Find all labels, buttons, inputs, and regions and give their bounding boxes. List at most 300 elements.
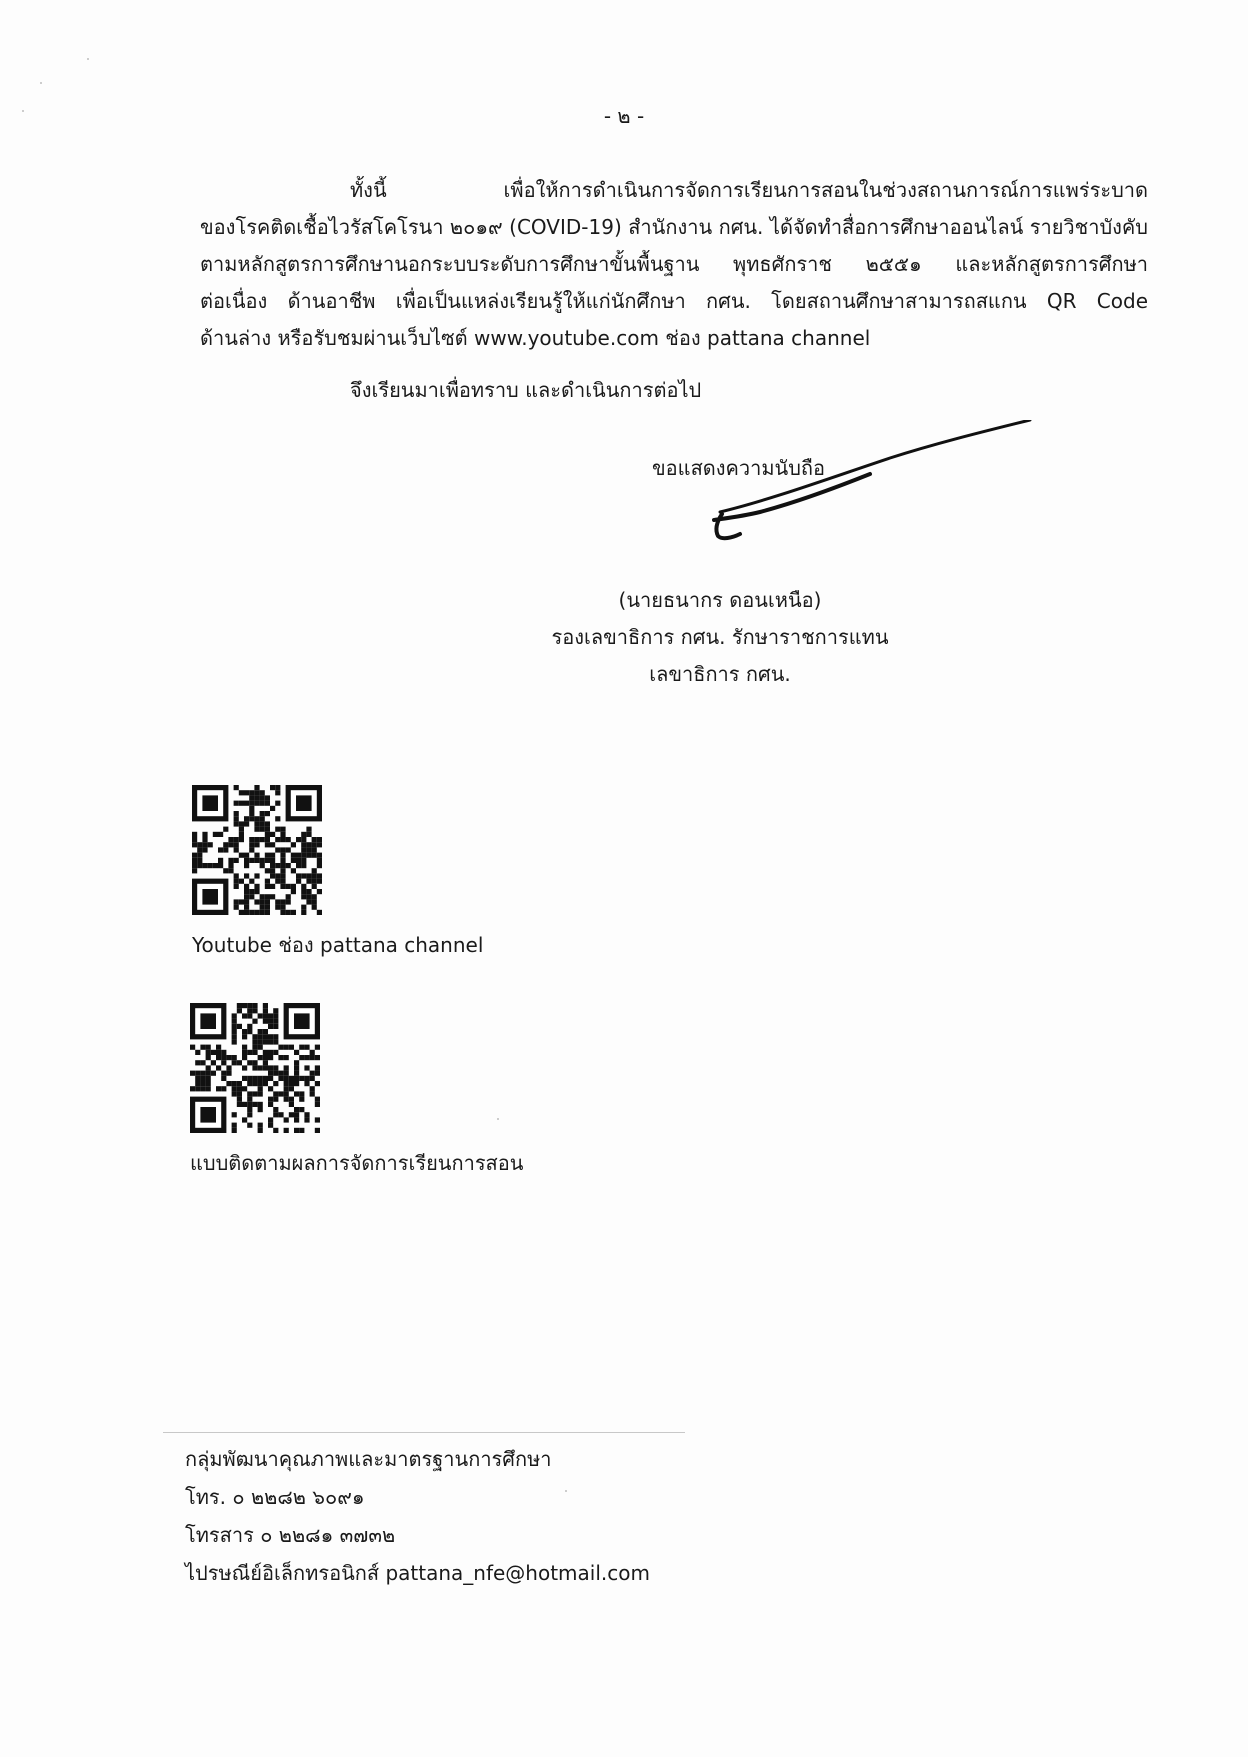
qr-module	[206, 1071, 211, 1076]
qr-module	[226, 1055, 231, 1060]
qr-module	[232, 1091, 237, 1096]
qr-module	[289, 1086, 294, 1091]
qr-module	[249, 889, 254, 894]
qr-module	[218, 863, 223, 868]
qr-module	[247, 1123, 252, 1128]
qr-module	[232, 1112, 237, 1117]
qr-module	[284, 1117, 289, 1122]
qr-caption: แบบติดตามผลการจัดการเรียนการสอน	[190, 1151, 524, 1175]
qr-module	[280, 858, 285, 863]
qr-module	[254, 842, 259, 847]
qr-module	[244, 853, 249, 858]
qr-module	[190, 1071, 195, 1076]
qr-module	[306, 847, 311, 852]
qr-module	[306, 827, 311, 832]
qr-finder-inner	[200, 1107, 216, 1123]
qr-module	[260, 899, 265, 904]
contact-fax: โทรสาร ๐ ๒๒๘๑ ๓๗๓๒	[185, 1523, 396, 1547]
qr-module	[304, 1112, 309, 1117]
qr-module	[239, 832, 244, 837]
qr-module	[268, 1050, 273, 1055]
qr-module	[317, 858, 322, 863]
qr-module	[270, 853, 275, 858]
qr-module	[294, 1050, 299, 1055]
qr-module	[200, 1060, 205, 1065]
qr-module	[278, 1091, 283, 1096]
qr-module	[228, 837, 233, 842]
qr-module	[200, 1071, 205, 1076]
qr-module	[223, 842, 228, 847]
qr-module	[234, 858, 239, 863]
qr-module	[237, 1091, 242, 1096]
qr-module	[263, 1019, 268, 1024]
qr-module	[265, 899, 270, 904]
qr-module	[247, 1076, 252, 1081]
qr-module	[268, 1086, 273, 1091]
qr-module	[273, 1107, 278, 1112]
qr-module	[258, 1123, 263, 1128]
qr-module	[223, 847, 228, 852]
qr-module	[315, 1055, 320, 1060]
qr-module	[312, 894, 317, 899]
qr-module	[284, 1045, 289, 1050]
qr-module	[239, 837, 244, 842]
qr-module	[252, 1102, 257, 1107]
qr-module	[263, 1003, 268, 1008]
qr-module	[268, 1071, 273, 1076]
qr-module	[280, 853, 285, 858]
qr-module	[294, 1081, 299, 1086]
qr-module	[310, 1076, 315, 1081]
qr-module	[312, 847, 317, 852]
qr-module	[263, 1076, 268, 1081]
qr-module	[237, 1003, 242, 1008]
qr-module	[208, 863, 213, 868]
qr-module	[301, 873, 306, 878]
qr-module	[232, 1024, 237, 1029]
qr-module	[234, 899, 239, 904]
qr-module	[315, 1128, 320, 1133]
qr-module	[301, 889, 306, 894]
qr-module	[239, 801, 244, 806]
qr-module	[232, 1060, 237, 1065]
qr-module	[273, 1091, 278, 1096]
qr-module	[278, 1112, 283, 1117]
qr-module	[234, 842, 239, 847]
qr-module	[192, 858, 197, 863]
qr-module	[234, 785, 239, 790]
qr-module	[249, 795, 254, 800]
qr-module	[260, 790, 265, 795]
qr-module	[312, 884, 317, 889]
qr-module	[286, 894, 291, 899]
qr-module	[317, 837, 322, 842]
qr-module	[242, 1055, 247, 1060]
qr-module	[234, 873, 239, 878]
qr-module	[286, 863, 291, 868]
qr-module	[239, 853, 244, 858]
qr-module	[249, 837, 254, 842]
qr-module	[232, 1019, 237, 1024]
qr-module	[252, 1065, 257, 1070]
qr-module	[312, 842, 317, 847]
qr-module	[232, 1013, 237, 1018]
qr-module	[273, 1008, 278, 1013]
qr-module	[247, 1097, 252, 1102]
qr-code-image[interactable]	[192, 785, 322, 915]
qr-module	[268, 1076, 273, 1081]
qr-module	[280, 827, 285, 832]
qr-module	[249, 858, 254, 863]
qr-module	[202, 842, 207, 847]
qr-module	[228, 858, 233, 863]
qr-module	[254, 821, 259, 826]
qr-module	[280, 847, 285, 852]
qr-module	[312, 873, 317, 878]
footer-divider	[163, 1432, 685, 1433]
qr-module	[296, 858, 301, 863]
qr-module	[299, 1076, 304, 1081]
qr-module	[239, 827, 244, 832]
qr-module	[232, 1123, 237, 1128]
qr-module	[200, 1081, 205, 1086]
qr-module	[275, 899, 280, 904]
qr-module	[265, 905, 270, 910]
qr-module	[221, 1076, 226, 1081]
qr-module	[299, 1045, 304, 1050]
qr-module	[273, 1065, 278, 1070]
qr-module	[275, 847, 280, 852]
qr-module	[252, 1060, 257, 1065]
qr-module	[268, 1055, 273, 1060]
qr-module	[254, 837, 259, 842]
qr-module	[197, 863, 202, 868]
qr-module	[216, 1045, 221, 1050]
qr-finder-inner	[294, 1013, 310, 1029]
qr-module	[239, 879, 244, 884]
qr-module	[299, 1055, 304, 1060]
qr-module	[270, 858, 275, 863]
qr-module	[244, 821, 249, 826]
qr-finder-inner	[296, 795, 312, 811]
qr-module	[202, 847, 207, 852]
qr-module	[258, 1076, 263, 1081]
qr-module	[268, 1013, 273, 1018]
qr-module	[273, 1039, 278, 1044]
qr-module	[192, 863, 197, 868]
qr-module	[306, 889, 311, 894]
qr-module	[252, 1034, 257, 1039]
qr-module	[306, 842, 311, 847]
qr-module	[315, 1065, 320, 1070]
qr-module	[258, 1107, 263, 1112]
qr-module	[306, 879, 311, 884]
qr-module	[306, 853, 311, 858]
qr-module	[249, 811, 254, 816]
qr-module	[242, 1102, 247, 1107]
qr-module	[213, 863, 218, 868]
qr-module	[216, 1055, 221, 1060]
qr-module	[315, 1045, 320, 1050]
qr-module	[280, 905, 285, 910]
qr-module	[254, 884, 259, 889]
qr-module	[280, 873, 285, 878]
contact-block	[185, 1440, 650, 1592]
qr-module	[270, 785, 275, 790]
qr-module	[315, 1117, 320, 1122]
qr-module	[310, 1086, 315, 1091]
signer-name: (นายธนากร ดอนเหนือ)	[618, 588, 822, 612]
qr-module	[304, 1081, 309, 1086]
qr-module	[260, 816, 265, 821]
qr-module	[317, 863, 322, 868]
qr-module	[289, 1097, 294, 1102]
qr-module	[202, 832, 207, 837]
qr-module	[258, 1055, 263, 1060]
qr-module	[252, 1076, 257, 1081]
qr-module	[258, 1102, 263, 1107]
qr-module	[294, 1071, 299, 1076]
contact-email: ไปรษณีย์อิเล็กทรอนิกส์ pattana_nfe@hotmail.com	[185, 1561, 650, 1585]
qr-module	[192, 837, 197, 842]
body-line: ต่อเนื่อง ด้านอาชีพ เพื่อเป็นแหล่งเรียนรู้ให้แก่นักศึกษา กศน. โดยสถานศึกษาสามารถสแกน QR Code	[200, 289, 1148, 313]
qr-finder-inner	[202, 889, 218, 905]
qr-module	[239, 899, 244, 904]
qr-module	[249, 816, 254, 821]
qr-module	[234, 816, 239, 821]
qr-module	[275, 863, 280, 868]
qr-module	[301, 832, 306, 837]
signer-position: รองเลขาธิการ กศน. รักษาราชการแทน	[551, 625, 889, 649]
qr-module	[304, 1065, 309, 1070]
qr-module	[206, 1050, 211, 1055]
qr-module	[252, 1045, 257, 1050]
qr-module	[265, 884, 270, 889]
qr-module	[247, 1029, 252, 1034]
qr-module	[291, 868, 296, 873]
signature-mark	[700, 420, 1040, 550]
qr-module	[252, 1019, 257, 1024]
qr-module	[195, 1050, 200, 1055]
qr-module	[247, 1060, 252, 1065]
qr-module	[244, 863, 249, 868]
qr-module	[254, 873, 259, 878]
qr-module	[317, 873, 322, 878]
qr-module	[296, 879, 301, 884]
qr-module	[202, 837, 207, 842]
qr-module	[294, 1065, 299, 1070]
qr-module	[202, 863, 207, 868]
qr-module	[310, 1091, 315, 1096]
qr-module	[284, 1055, 289, 1060]
qr-module	[317, 889, 322, 894]
qr-module	[294, 1060, 299, 1065]
qr-module	[275, 837, 280, 842]
qr-module	[268, 1065, 273, 1070]
qr-module	[237, 1097, 242, 1102]
qr-module	[252, 1091, 257, 1096]
qr-module	[284, 1065, 289, 1070]
qr-module	[265, 853, 270, 858]
qr-module	[263, 1039, 268, 1044]
qr-module	[228, 842, 233, 847]
qr-module	[286, 910, 291, 915]
qr-module	[296, 837, 301, 842]
qr-module	[286, 899, 291, 904]
qr-module	[294, 1128, 299, 1133]
qr-module	[197, 842, 202, 847]
body-line: ด้านล่าง หรือรับชมผ่านเว็บไซต์ www.youtube.com ช่อง pattana channel	[200, 326, 871, 350]
qr-module	[275, 816, 280, 821]
qr-module	[273, 1024, 278, 1029]
qr-module	[239, 910, 244, 915]
qr-code-youtube[interactable]	[192, 785, 483, 961]
qr-module	[268, 1097, 273, 1102]
qr-module	[280, 879, 285, 884]
qr-module	[242, 1013, 247, 1018]
qr-module	[254, 827, 259, 832]
qr-module	[273, 1013, 278, 1018]
qr-module	[195, 1071, 200, 1076]
qr-module	[206, 1081, 211, 1086]
qr-module	[249, 879, 254, 884]
qr-module	[221, 1060, 226, 1065]
qr-code-followup-form[interactable]	[190, 1003, 523, 1179]
qr-module	[234, 821, 239, 826]
qr-module	[237, 1086, 242, 1091]
qr-module	[244, 910, 249, 915]
qr-module	[192, 832, 197, 837]
salutation: ขอแสดงความนับถือ	[652, 456, 826, 480]
qr-module	[254, 899, 259, 904]
qr-module	[221, 1055, 226, 1060]
qr-module	[278, 1076, 283, 1081]
qr-module	[190, 1086, 195, 1091]
qr-module	[294, 1112, 299, 1117]
qr-module	[216, 1050, 221, 1055]
qr-module	[254, 858, 259, 863]
qr-code-image[interactable]	[190, 1003, 320, 1133]
qr-module	[216, 1065, 221, 1070]
qr-module	[263, 1008, 268, 1013]
qr-module	[270, 832, 275, 837]
qr-module	[301, 842, 306, 847]
qr-module	[211, 1060, 216, 1065]
qr-module	[208, 842, 213, 847]
qr-module	[265, 795, 270, 800]
qr-module	[289, 1102, 294, 1107]
qr-module	[260, 905, 265, 910]
qr-module	[244, 889, 249, 894]
qr-module	[270, 806, 275, 811]
qr-module	[258, 1091, 263, 1096]
qr-module	[192, 853, 197, 858]
qr-module	[195, 1086, 200, 1091]
qr-module	[310, 1071, 315, 1076]
qr-module	[242, 1050, 247, 1055]
qr-module	[270, 884, 275, 889]
qr-module	[263, 1029, 268, 1034]
qr-module	[232, 1081, 237, 1086]
qr-module	[296, 853, 301, 858]
qr-module	[280, 837, 285, 842]
qr-module	[252, 1008, 257, 1013]
qr-module	[244, 905, 249, 910]
qr-module	[301, 894, 306, 899]
qr-module	[294, 1107, 299, 1112]
qr-module	[234, 879, 239, 884]
qr-module	[254, 853, 259, 858]
qr-module	[200, 1076, 205, 1081]
qr-module	[213, 832, 218, 837]
qr-module	[197, 847, 202, 852]
qr-module	[270, 873, 275, 878]
qr-module	[304, 1055, 309, 1060]
qr-module	[244, 884, 249, 889]
qr-module	[268, 1019, 273, 1024]
qr-module	[258, 1034, 263, 1039]
body-line: ของโรคติดเชื้อไวรัสโคโรนา ๒๐๑๙ (COVID-19) สำนักงาน กศน. ได้จัดทำสื่อการศึกษาออนไลน์ รายวิชาบังคับ	[200, 215, 1148, 239]
qr-module	[247, 1013, 252, 1018]
qr-module	[289, 1045, 294, 1050]
qr-module	[265, 910, 270, 915]
qr-module	[234, 837, 239, 842]
qr-module	[265, 868, 270, 873]
qr-module	[228, 868, 233, 873]
qr-module	[226, 1071, 231, 1076]
qr-module	[275, 827, 280, 832]
qr-module	[242, 1034, 247, 1039]
qr-module	[244, 816, 249, 821]
qr-module	[247, 1003, 252, 1008]
page-number: - ๒ -	[603, 104, 645, 128]
qr-module	[195, 1081, 200, 1086]
qr-module	[200, 1086, 205, 1091]
qr-module	[260, 811, 265, 816]
qr-module	[237, 1008, 242, 1013]
qr-module	[265, 894, 270, 899]
qr-module	[280, 910, 285, 915]
qr-module	[280, 832, 285, 837]
qr-module	[258, 1128, 263, 1133]
qr-module	[192, 842, 197, 847]
qr-module	[254, 889, 259, 894]
qr-module	[218, 858, 223, 863]
qr-module	[299, 1097, 304, 1102]
qr-finder-inner	[202, 795, 218, 811]
qr-module	[315, 1097, 320, 1102]
qr-module	[291, 910, 296, 915]
scan-speck	[87, 58, 89, 60]
qr-module	[192, 868, 197, 873]
qr-module	[280, 868, 285, 873]
qr-module	[226, 1081, 231, 1086]
qr-module	[299, 1128, 304, 1133]
qr-module	[306, 832, 311, 837]
qr-module	[265, 827, 270, 832]
qr-module	[254, 785, 259, 790]
qr-module	[249, 894, 254, 899]
qr-module	[265, 801, 270, 806]
qr-module	[249, 910, 254, 915]
qr-module	[234, 801, 239, 806]
qr-module	[284, 1081, 289, 1086]
body-line: ตามหลักสูตรการศึกษานอกระบบระดับการศึกษาขั้นพื้นฐาน พุทธศักราช ๒๕๕๑ และหลักสูตรการศึกษา	[200, 252, 1148, 276]
body-paragraph	[200, 172, 1148, 357]
scan-speck	[40, 82, 42, 84]
qr-module	[211, 1050, 216, 1055]
qr-module	[237, 1024, 242, 1029]
